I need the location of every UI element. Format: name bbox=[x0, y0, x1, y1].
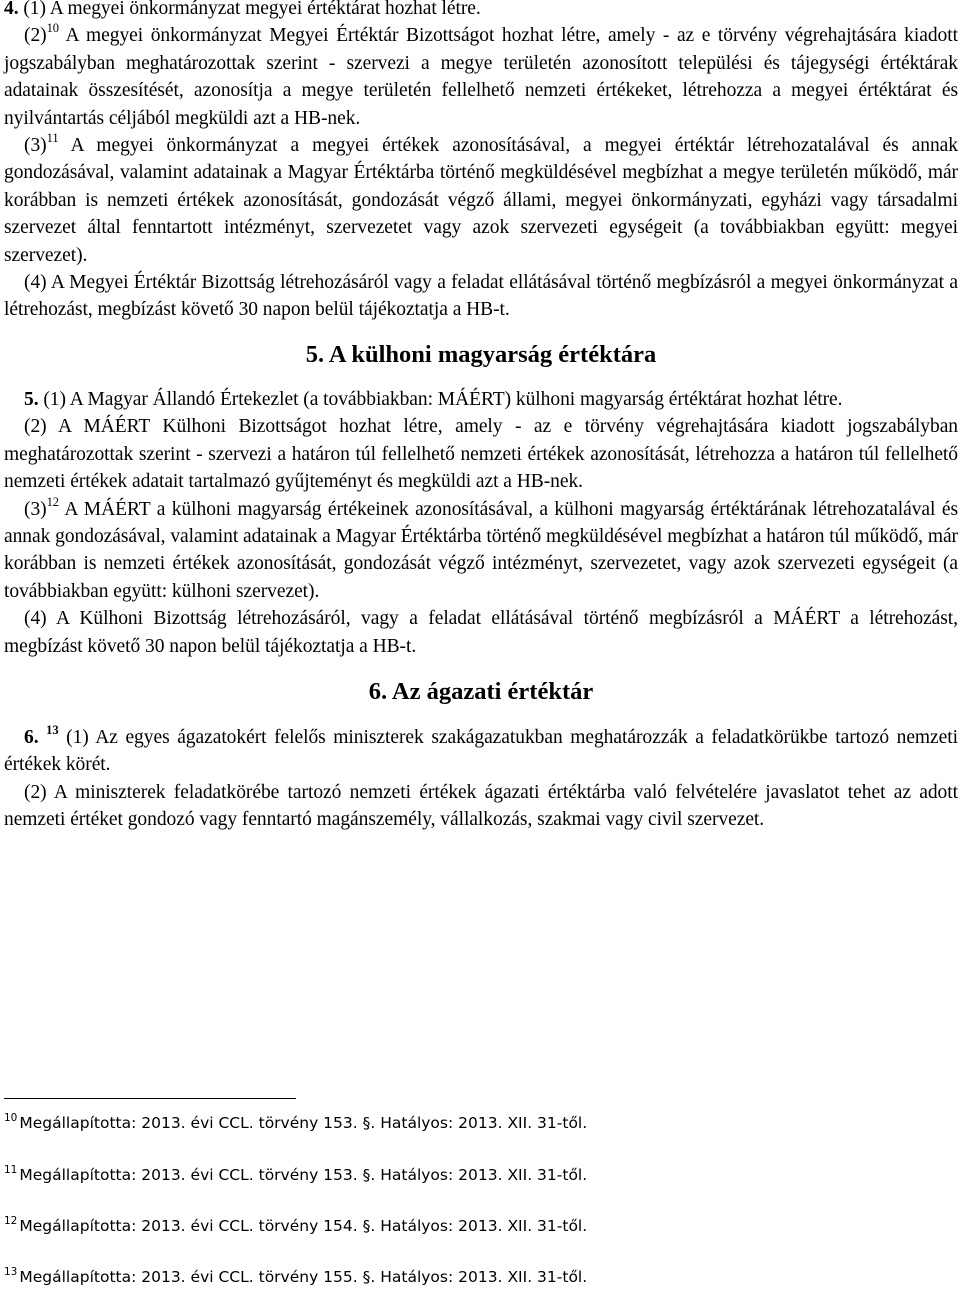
footnote-text: Megállapította: 2013. évi CCL. törvény 155. §. Hatályos: 2013. XII. 31-től. bbox=[19, 1268, 588, 1286]
footnote-ref-11[interactable]: 11 bbox=[46, 131, 59, 146]
section-4-paragraph-2 bbox=[4, 22, 958, 132]
footnote-13 bbox=[4, 1267, 587, 1287]
footnote-10 bbox=[4, 1113, 587, 1133]
footnote-text: Megállapította: 2013. évi CCL. törvény 153. §. Hatályos: 2013. XII. 31-től. bbox=[19, 1166, 588, 1184]
section-6-p1-text: (1) Az egyes ágazatokért felelős miniszterek szakágazatukban meghatározzák a feladatkörükbe tartozó nemzeti értékek körét. bbox=[4, 726, 958, 776]
section-5-paragraph-4 bbox=[4, 605, 958, 660]
footnote-number: 10 bbox=[4, 1112, 18, 1124]
footnote-ref-12[interactable]: 12 bbox=[46, 494, 59, 509]
section-5-number: 5. bbox=[24, 388, 39, 410]
chapter-5-heading: 5. A külhoni magyarság értéktára bbox=[305, 340, 657, 368]
section-5-paragraph-3 bbox=[4, 496, 958, 606]
section-4-paragraph-1 bbox=[4, 0, 958, 22]
footnote-12 bbox=[4, 1216, 587, 1236]
document-page bbox=[4, 0, 958, 834]
section-4-paragraph-3 bbox=[4, 132, 958, 269]
paragraph-number: (3) bbox=[24, 135, 47, 157]
footnote-11 bbox=[4, 1165, 587, 1185]
section-4-p2-text: A megyei önkormányzat Megyei Értéktár Bizottságot hozhat létre, amely - az e törvény végrehajtására kiadott jogszabályban meghatározottak szerint - szervezi a megye területén azonosított települési és tájegységi értéktárak adatainak összesítését, azonosítja a megye területén fellelhető nemzeti értékeket, létrehozza a megyei értéktárat és nyilvántartás céljából megküldi azt a HB-nek. bbox=[4, 25, 958, 129]
paragraph-number: (3) bbox=[24, 498, 47, 520]
section-6-p2-text: (2) A miniszterek feladatkörébe tartozó nemzeti értékek ágazati értéktárba való felvételére javaslatot tehet az adott nemzeti értéket gondozó vagy fenntartó magánszemély, vállalkozás, szakmai vagy civil szervezet. bbox=[4, 781, 958, 831]
section-5-paragraph-2 bbox=[4, 413, 958, 495]
section-4-paragraph-4 bbox=[4, 269, 958, 324]
paragraph-number: (2) bbox=[24, 25, 47, 47]
section-5-p2-text: (2) A MÁÉRT Külhoni Bizottságot hozhat létre, amely - az e törvény végrehajtására kiadott jogszabályban meghatározottak szerint - szervezi a határon túl fellelhető nemzeti értékek azonosítását, létrehozza a határon túl fellelhető nemzeti értékek adatait tartalmazó gyűjteményt és megküldi azt a HB-nek. bbox=[4, 416, 958, 493]
footnote-ref-10[interactable]: 10 bbox=[46, 21, 59, 36]
section-5-p1-text: (1) A Magyar Állandó Értekezlet (a továbbiakban: MÁÉRT) külhoni magyarság értéktárat hozhat létre. bbox=[38, 388, 843, 410]
footnote-text: Megállapította: 2013. évi CCL. törvény 154. §. Hatályos: 2013. XII. 31-től. bbox=[19, 1217, 588, 1235]
footnote-text: Megállapította: 2013. évi CCL. törvény 153. §. Hatályos: 2013. XII. 31-től. bbox=[19, 1114, 588, 1132]
section-5-p4-text: (4) A Külhoni Bizottság létrehozásáról, vagy a feladat ellátásával történő megbízásról a MÁÉRT a létrehozást, megbízást követő 30 napon belül tájékoztatja a HB-t. bbox=[4, 608, 958, 657]
section-6-number: 6. bbox=[24, 726, 39, 748]
chapter-6-heading: 6. Az ágazati értéktár bbox=[368, 677, 594, 705]
section-5-paragraph-1 bbox=[4, 386, 958, 413]
section-5-p3-text: A MÁÉRT a külhoni magyarság értékeinek azonosításával, a külhoni magyarság értéktárának létrehozatalával és annak gondozásával, valamint adatainak a Magyar Értéktárba történő megküldésével megbízhat a határon túl működő, már korábban is nemzeti értékek azonosítását, gondozását végző intézményt, szervezetet, vagy azok szervezeti egységeit (a továbbiakban együtt: külhoni szervezet). bbox=[4, 498, 958, 602]
section-4-p3-text: A megyei önkormányzat a megyei értékek azonosításával, a megyei értéktár létrehozatalával és annak gondozásával, valamint adatainak a Magyar Értéktárba történő megküldésével megbízhat a megye területén működő, már korábban is nemzeti értékek azonosítását, gondozását végző állami, megyei önkormányzati, egyházi vagy társadalmi szervezet által fenntartott intézményt, szervezetet vagy azok szervezeti egységeit (a továbbiakban együtt: megyei szervezet). bbox=[4, 135, 958, 266]
section-6-paragraph-2 bbox=[4, 779, 958, 834]
section-4-p1-text: (1) A megyei önkormányzat megyei értéktárat hozhat létre. bbox=[18, 0, 481, 19]
footnote-number: 12 bbox=[4, 1215, 18, 1227]
footnote-number: 13 bbox=[4, 1266, 18, 1278]
footnote-divider bbox=[4, 1098, 296, 1099]
footnote-ref-13[interactable]: 13 bbox=[46, 722, 59, 737]
footnote-number: 11 bbox=[4, 1164, 18, 1176]
section-4-p4-text: (4) A Megyei Értéktár Bizottság létrehozásáról vagy a feladat ellátásával történő megbízásról a megyei önkormányzat a létrehozást, megbízást követő 30 napon belül tájékoztatja a HB-t. bbox=[4, 272, 958, 321]
section-6-paragraph-1 bbox=[4, 724, 958, 779]
section-4-number: 4. bbox=[4, 0, 19, 19]
